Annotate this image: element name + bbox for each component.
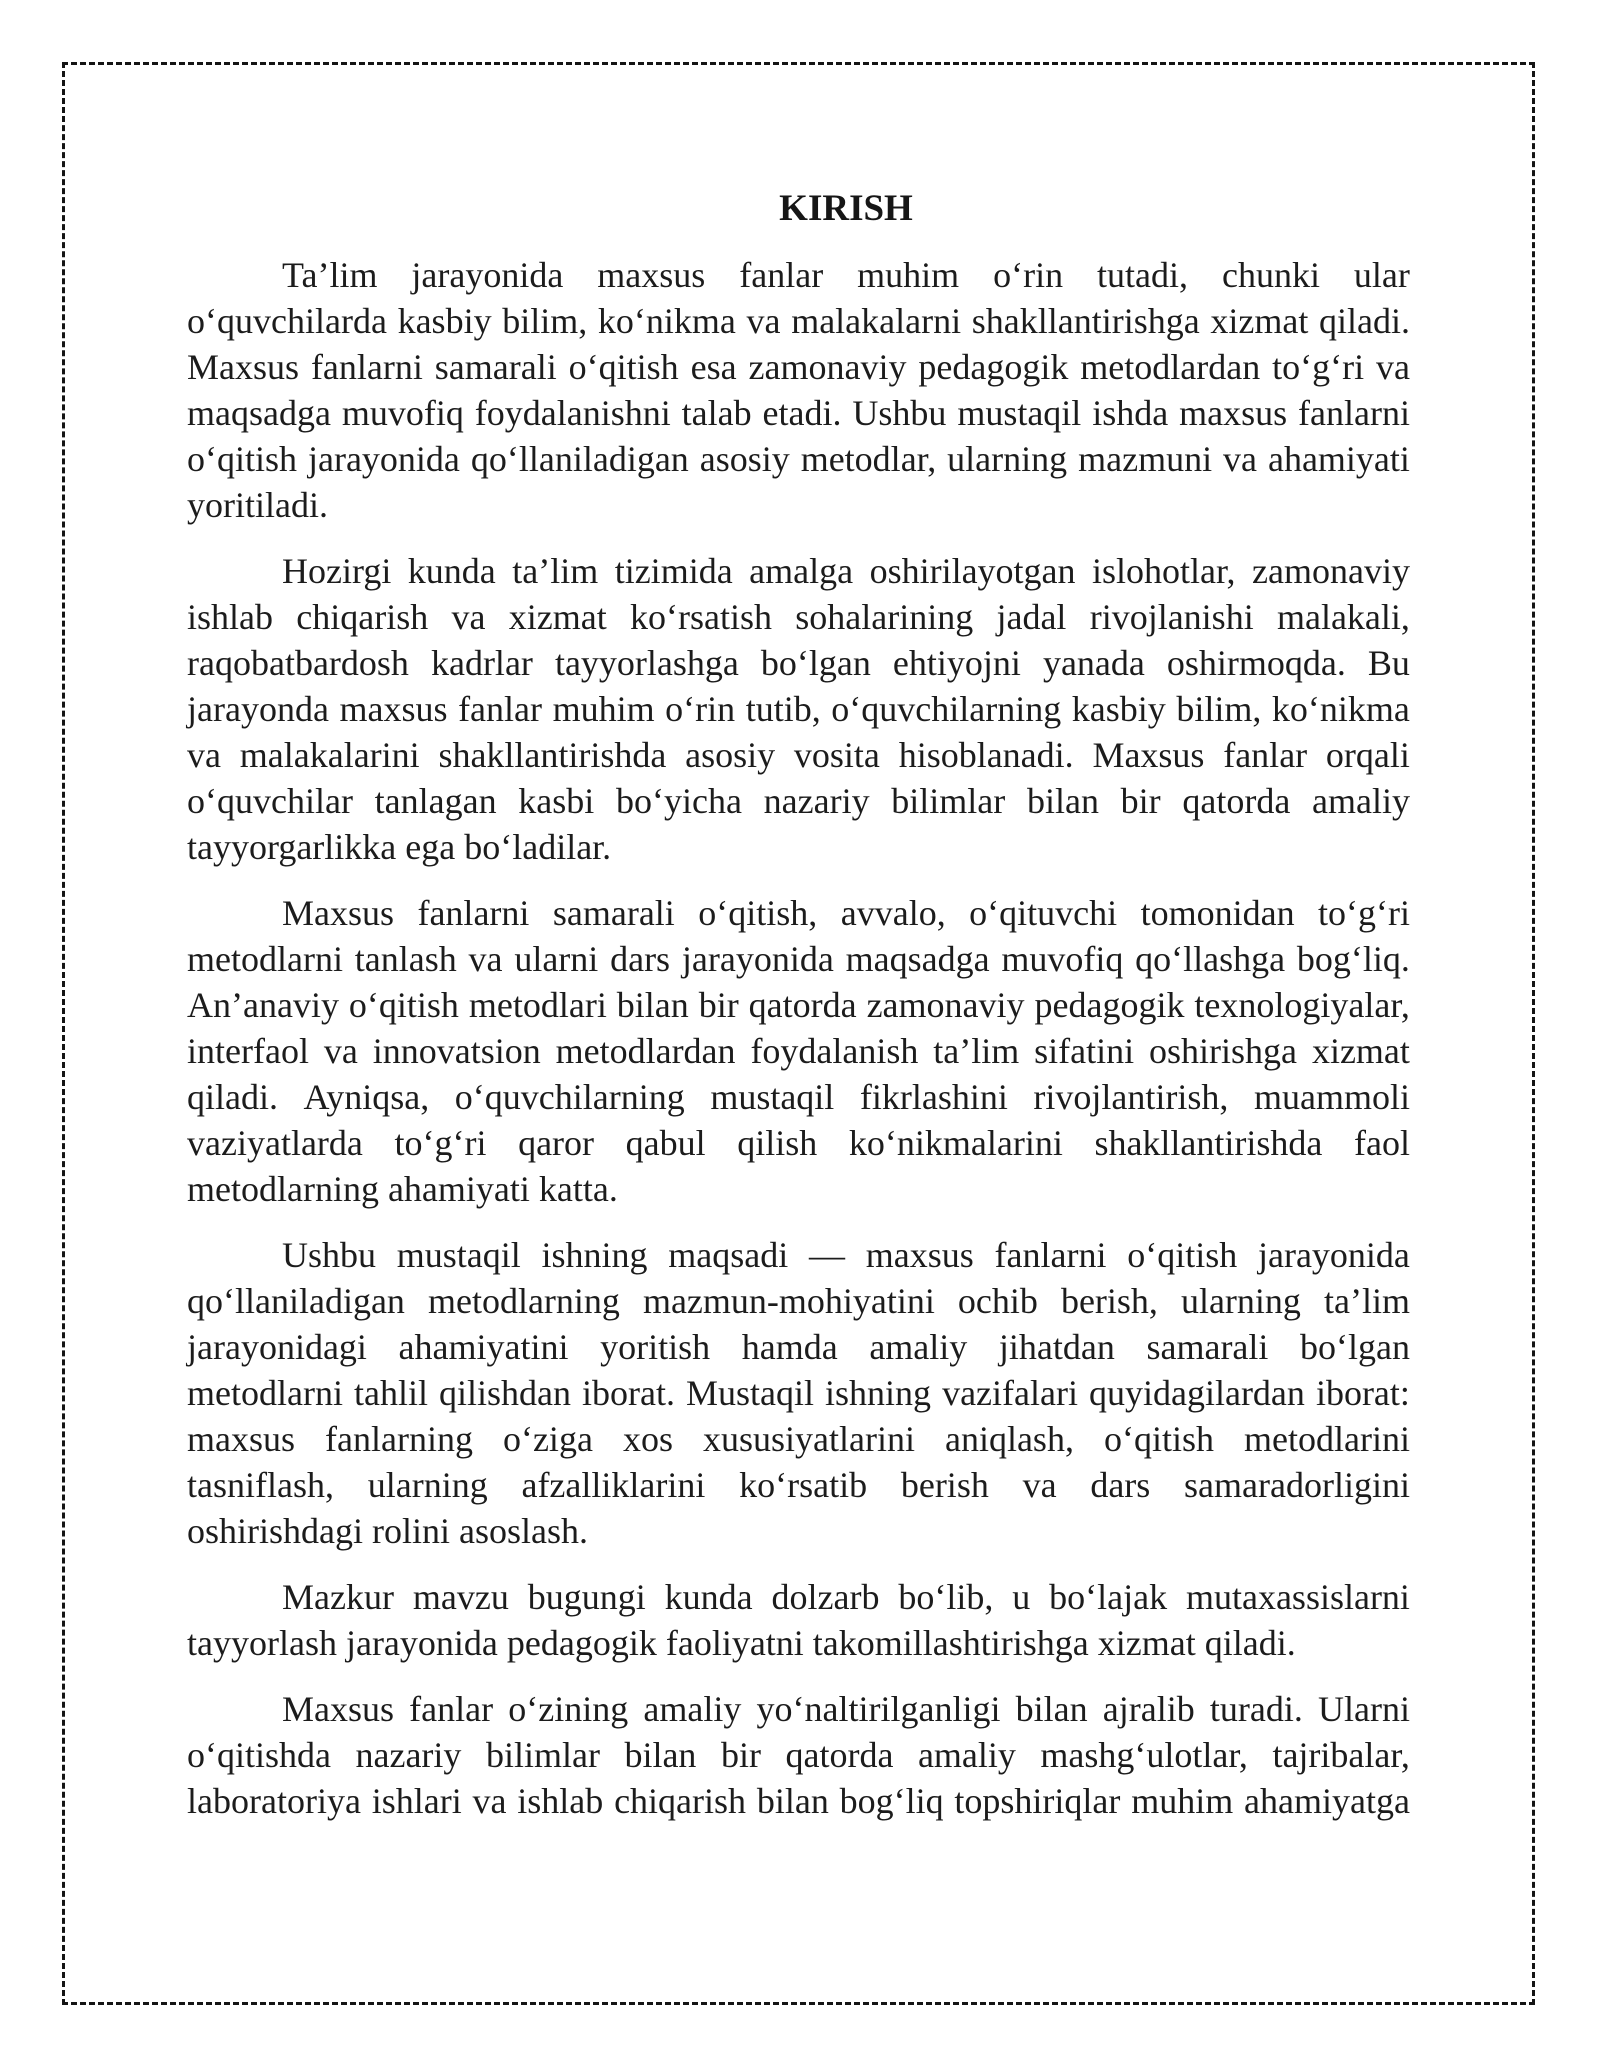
text-line: Mazkur mavzu bugungi kunda dolzarb bo‘lib, u bo‘lajak mutaxassislarni bbox=[282, 1577, 1410, 1617]
text-line: tayyorgarlikka ega bo‘ladilar. bbox=[187, 827, 612, 867]
text-line: vaziyatlarda to‘g‘ri qaror qabul qilish ko‘nikmalarini shakllantirishda faol bbox=[187, 1123, 1410, 1163]
text-line: metodlarni tanlash va ularni dars jarayonida maqsadga muvofiq qo‘llashga bog‘liq. bbox=[187, 939, 1410, 979]
paragraph bbox=[187, 890, 1410, 1212]
text-line: jarayonidagi ahamiyatini yoritish hamda amaliy jihatdan samarali bo‘lgan bbox=[187, 1327, 1410, 1367]
text-line: Maxsus fanlarni samarali o‘qitish esa zamonaviy pedagogik metodlardan to‘g‘ri va bbox=[187, 347, 1410, 387]
page-title: KIRISH bbox=[779, 188, 913, 229]
text-line: ishlab chiqarish va xizmat ko‘rsatish sohalarining jadal rivojlanishi malakali, bbox=[187, 597, 1410, 637]
paragraph bbox=[187, 252, 1410, 528]
text-line: jarayonda maxsus fanlar muhim o‘rin tutib, o‘quvchilarning kasbiy bilim, ko‘nikma bbox=[187, 689, 1410, 729]
text-line: qo‘llaniladigan metodlarning mazmun-mohiyatini ochib berish, ularning ta’lim bbox=[187, 1281, 1410, 1321]
paragraph bbox=[187, 1686, 1410, 1824]
text-line: o‘qitish jarayonida qo‘llaniladigan asosiy metodlar, ularning mazmuni va ahamiyati bbox=[187, 439, 1410, 479]
text-line: Maxsus fanlarni samarali o‘qitish, avvalo, o‘qituvchi tomonidan to‘g‘ri bbox=[282, 893, 1410, 933]
text-line: laboratoriya ishlari va ishlab chiqarish bilan bog‘liq topshiriqlar muhim ahamiyatga bbox=[187, 1781, 1410, 1821]
text-line: o‘qitishda nazariy bilimlar bilan bir qatorda amaliy mashg‘ulotlar, tajribalar, bbox=[187, 1735, 1410, 1775]
text-line: metodlarning ahamiyati katta. bbox=[187, 1169, 618, 1209]
text-line: raqobatbardosh kadrlar tayyorlashga bo‘lgan ehtiyojni yanada oshirmoqda. Bu bbox=[187, 643, 1410, 683]
paragraph bbox=[187, 548, 1410, 870]
text-line: interfaol va innovatsion metodlardan foydalanish ta’lim sifatini oshirishga xizmat bbox=[187, 1031, 1410, 1071]
text-line: o‘quvchilarda kasbiy bilim, ko‘nikma va malakalarni shakllantirishga xizmat qiladi. bbox=[187, 301, 1410, 341]
text-line: maqsadga muvofiq foydalanishni talab etadi. Ushbu mustaqil ishda maxsus fanlarni bbox=[187, 393, 1410, 433]
text-line: metodlarni tahlil qilishdan iborat. Mustaqil ishning vazifalari quyidagilardan iborat: bbox=[187, 1373, 1410, 1413]
text-line: An’anaviy o‘qitish metodlari bilan bir qatorda zamonaviy pedagogik texnologiyalar, bbox=[187, 985, 1410, 1025]
text-line: oshirishdagi rolini asoslash. bbox=[187, 1511, 588, 1551]
text-line: va malakalarini shakllantirishda asosiy vosita hisoblanadi. Maxsus fanlar orqali bbox=[187, 735, 1410, 775]
document-body bbox=[187, 252, 1410, 1824]
text-line: maxsus fanlarning o‘ziga xos xususiyatlarini aniqlash, o‘qitish metodlarini bbox=[187, 1419, 1410, 1459]
text-line: Ta’lim jarayonida maxsus fanlar muhim o‘rin tutadi, chunki ular bbox=[282, 255, 1410, 295]
text-line: Ushbu mustaqil ishning maqsadi — maxsus fanlarni o‘qitish jarayonida bbox=[282, 1235, 1410, 1275]
text-line: Maxsus fanlar o‘zining amaliy yo‘naltirilganligi bilan ajralib turadi. Ularni bbox=[282, 1689, 1410, 1729]
text-line: tayyorlash jarayonida pedagogik faoliyatni takomillashtirishga xizmat qiladi. bbox=[187, 1623, 1296, 1663]
text-line: qiladi. Ayniqsa, o‘quvchilarning mustaqil fikrlashini rivojlantirish, muammoli bbox=[187, 1077, 1410, 1117]
text-line: o‘quvchilar tanlagan kasbi bo‘yicha nazariy bilimlar bilan bir qatorda amaliy bbox=[187, 781, 1410, 821]
text-line: tasniflash, ularning afzalliklarini ko‘rsatib berish va dars samaradorligini bbox=[187, 1465, 1410, 1505]
text-line: yoritiladi. bbox=[187, 485, 328, 525]
document-page-frame bbox=[62, 62, 1535, 2005]
paragraph bbox=[187, 1574, 1410, 1666]
paragraph bbox=[187, 1232, 1410, 1554]
text-line: Hozirgi kunda ta’lim tizimida amalga oshirilayotgan islohotlar, zamonaviy bbox=[282, 551, 1410, 591]
